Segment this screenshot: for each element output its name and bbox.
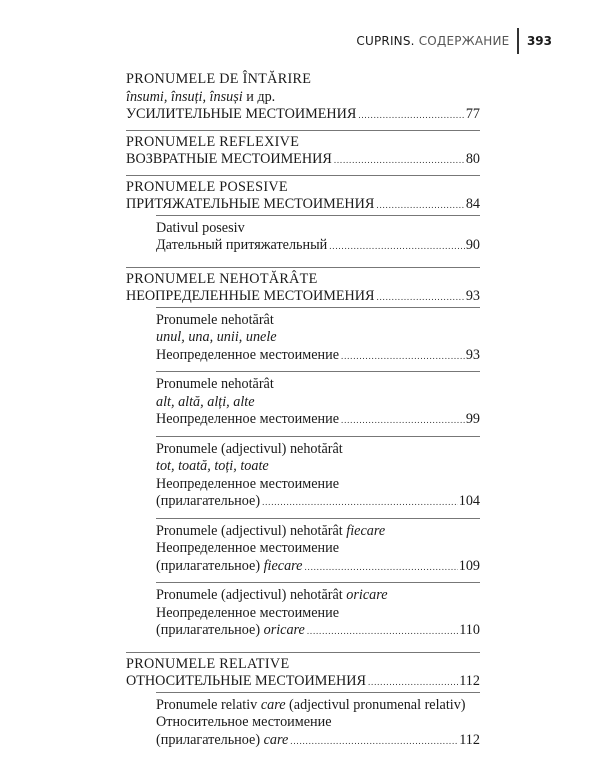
toc-entry[interactable] bbox=[156, 237, 480, 256]
toc-entry[interactable] bbox=[156, 411, 480, 430]
toc-entry[interactable] bbox=[126, 288, 480, 307]
toc-entry-page: 99 bbox=[466, 411, 480, 429]
dot-leader bbox=[341, 348, 465, 366]
toc-entry-page: 93 bbox=[466, 347, 480, 365]
toc-entry-title: ПРИТЯЖАТЕЛЬНЫЕ МЕСТОИМЕНИЯ bbox=[126, 196, 374, 214]
toc-subheading-cyrillic: Неопределенное местоимение bbox=[156, 605, 480, 623]
toc-subheading-latin: Pronumele nehotărât bbox=[156, 376, 480, 394]
toc-entry-italic: fiecare bbox=[264, 558, 303, 574]
header-section-latin: CUPRINS. bbox=[356, 34, 414, 48]
header-section-title bbox=[356, 28, 517, 54]
toc-entry-page: 77 bbox=[466, 106, 480, 124]
toc-entry-title bbox=[156, 622, 305, 640]
toc-subtitle-italic: însumi, însuți, însuși bbox=[126, 89, 243, 105]
toc-subheading-latin: Pronumele nehotărât bbox=[156, 312, 480, 330]
toc-subentry-alt bbox=[156, 371, 480, 436]
dot-leader bbox=[376, 289, 464, 307]
header-section-cyrillic: СОДЕРЖАНИЕ bbox=[419, 34, 510, 48]
toc-subheading-latin bbox=[156, 523, 480, 541]
toc-group-relative bbox=[126, 652, 480, 761]
toc-entry-italic: care bbox=[264, 732, 289, 748]
toc-entry-text: (прилагательное) bbox=[156, 558, 264, 574]
toc-group-reflexive bbox=[126, 130, 480, 175]
toc-subtitle-tail: и др. bbox=[243, 89, 276, 105]
toc-subheading-italic: oricare bbox=[346, 587, 387, 603]
toc-entry[interactable] bbox=[156, 558, 480, 577]
toc-entry-page: 84 bbox=[466, 196, 480, 214]
toc-entry[interactable] bbox=[156, 622, 480, 641]
toc-entry-page: 112 bbox=[459, 732, 480, 750]
toc-subheading-latin bbox=[156, 697, 480, 715]
toc-group-nehotarate bbox=[126, 267, 480, 652]
toc-subheading-italic: care bbox=[261, 697, 286, 713]
toc-subentry-tot bbox=[156, 436, 480, 518]
toc-subheading-text: Pronumele relativ bbox=[156, 697, 261, 713]
toc-entry-title: Дательный притяжательный bbox=[156, 237, 327, 255]
toc-subheading-tail: (adjectivul pronumenal relativ) bbox=[286, 697, 466, 713]
toc-entry-title: (прилагательное) bbox=[156, 493, 260, 511]
toc-entry-title: НЕОПРЕДЕЛЕННЫЕ МЕСТОИМЕНИЯ bbox=[126, 288, 374, 306]
toc-subheading-italic: fiecare bbox=[346, 523, 385, 539]
toc-entry-title bbox=[156, 732, 288, 750]
toc-entry[interactable] bbox=[156, 347, 480, 366]
toc-heading-latin: PRONUMELE REFLEXIVE bbox=[126, 134, 480, 152]
toc-group-intarire bbox=[126, 68, 480, 130]
page-number: 393 bbox=[519, 28, 552, 54]
toc-subtitle-italic: tot, toată, toți, toate bbox=[156, 458, 480, 476]
dot-leader bbox=[334, 152, 465, 170]
dot-leader bbox=[358, 107, 464, 125]
toc-entry-title: Неопределенное местоимение bbox=[156, 347, 339, 365]
toc-entry-italic: oricare bbox=[264, 622, 305, 638]
toc-entry[interactable] bbox=[126, 106, 480, 125]
toc-heading-latin: PRONUMELE NEHOTĂRÂTE bbox=[126, 271, 480, 289]
dot-leader bbox=[304, 559, 457, 577]
toc-entry[interactable] bbox=[156, 732, 480, 751]
toc-subheading-cyrillic: Неопределенное местоимение bbox=[156, 540, 480, 558]
toc-subentry-care bbox=[156, 692, 480, 757]
toc-entry-page: 109 bbox=[459, 558, 480, 576]
toc-subheading-cyrillic: Относительное местоимение bbox=[156, 714, 480, 732]
toc-entry-text: (прилагательное) bbox=[156, 732, 264, 748]
running-header bbox=[356, 28, 552, 54]
toc-entry[interactable] bbox=[156, 493, 480, 512]
toc-entry-title: ОТНОСИТЕЛЬНЫЕ МЕСТОИМЕНИЯ bbox=[126, 673, 366, 691]
toc-group-posesive bbox=[126, 175, 480, 267]
toc-subentry-dativ-posesiv bbox=[156, 215, 480, 262]
toc-subheading-latin: Dativul posesiv bbox=[156, 220, 480, 238]
toc-entry-title bbox=[156, 558, 302, 576]
toc-entry[interactable] bbox=[126, 673, 480, 692]
toc-entry-title: УСИЛИТЕЛЬНЫЕ МЕСТОИМЕНИЯ bbox=[126, 106, 356, 124]
toc-heading-latin: PRONUMELE POSESIVE bbox=[126, 179, 480, 197]
dot-leader bbox=[262, 494, 458, 512]
toc-entry-page: 104 bbox=[459, 493, 480, 511]
toc-entry-page: 112 bbox=[459, 673, 480, 691]
dot-leader bbox=[341, 412, 465, 430]
toc-heading-latin: PRONUMELE DE ÎNTĂRIRE bbox=[126, 71, 480, 89]
toc-entry-text: (прилагательное) bbox=[156, 622, 264, 638]
toc-entry-title: Неопределенное местоимение bbox=[156, 411, 339, 429]
toc-subtitle-italic: unul, una, unii, unele bbox=[156, 329, 480, 347]
toc-entry-page: 80 bbox=[466, 151, 480, 169]
dot-leader bbox=[329, 238, 465, 256]
toc-entry-page: 93 bbox=[466, 288, 480, 306]
toc-subheading-text: Pronumele (adjectivul) nehotărât bbox=[156, 587, 346, 603]
toc-entry[interactable] bbox=[126, 151, 480, 170]
toc-subheading-text: Pronumele (adjectivul) nehotărât bbox=[156, 523, 346, 539]
toc-entry-page: 90 bbox=[466, 237, 480, 255]
toc-subtitle-italic: alt, altă, alți, alte bbox=[156, 394, 480, 412]
dot-leader bbox=[376, 197, 464, 215]
toc-subentry-fiecare bbox=[156, 518, 480, 583]
dot-leader bbox=[307, 623, 458, 641]
toc-subheading-latin: Pronumele (adjectivul) nehotărât bbox=[156, 441, 480, 459]
toc-entry[interactable] bbox=[126, 196, 480, 215]
toc-subentry-unul bbox=[156, 307, 480, 372]
toc-subtitle bbox=[126, 89, 480, 107]
toc-entry-page: 110 bbox=[459, 622, 480, 640]
dot-leader bbox=[290, 733, 458, 751]
dot-leader bbox=[368, 674, 458, 692]
toc-subheading-latin bbox=[156, 587, 480, 605]
toc-entry-title: ВОЗВРАТНЫЕ МЕСТОИМЕНИЯ bbox=[126, 151, 332, 169]
table-of-contents bbox=[126, 68, 480, 761]
toc-subheading-cyrillic: Неопределенное местоимение bbox=[156, 476, 480, 494]
toc-heading-latin: PRONUMELE RELATIVE bbox=[126, 656, 480, 674]
toc-subentry-oricare bbox=[156, 582, 480, 647]
